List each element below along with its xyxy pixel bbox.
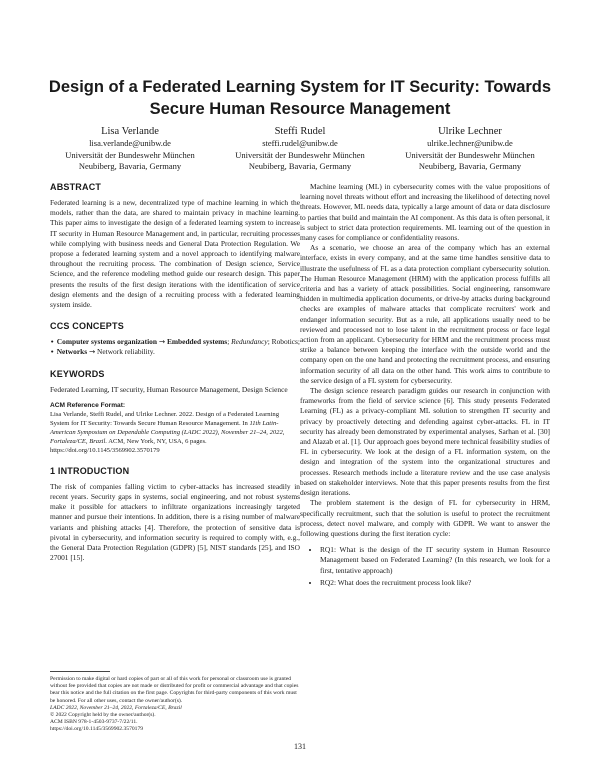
isbn-line: ACM ISBN 978-1-4503-9737-7/22/11. bbox=[50, 719, 138, 726]
research-questions bbox=[300, 545, 550, 588]
author-affiliation: Universität der Bundeswehr München bbox=[65, 149, 195, 160]
paragraph: The problem statement is the design of FL for cybersecurity in HRM, specifically recruitment, such that the solution is useful to protect the recruitment process, detect novel malware, and comply with GDPR. We want to answer the following questions during the first iteration cycle: bbox=[300, 498, 550, 538]
keywords-heading: KEYWORDS bbox=[50, 368, 105, 379]
ccs-item-2-sub: Network reliability. bbox=[97, 347, 155, 357]
author-location: Neubiberg, Bavaria, Germany bbox=[78, 161, 182, 171]
paragraph: The design science research paradigm guides our research in conjunction with frameworks from the field of service science [6]. This study presents Federated Learning (FL) as a privacy-compliant ML solution to strengthen IT security and privacy by proactively detecting and defending against cyber-attacks. FL in IT security has already been demonstrated by experimental analyses, Sarhan et al. [30] and Alazab et al. [1]. Our approach goes beyond mere technical feasibility studies of FL in cybersecurity. We look at the design of a FL information system, on the design and integration of the system into the organizational structures and processes. Research methods include a literature review and the use case analysis based on stakeholder interviews. Note that this paper presents results from the first design iterations. bbox=[300, 386, 550, 498]
abstract-text: Federated learning is a new, decentralized type of machine learning in which the models, rather than the data, are shared to maintain privacy in machine learning. This paper aims to investigate the design of a federated learning system to increase IT security in Human Resource Management and, in particular, recruiting processes while complying with business needs and General Data Protection Regulation. We propose a federated learning system and a novel approach to identifying malware throughout the recruiting process. The combination of Design science, Service Science, and the reference modeling method guide our research design. This paper presents the results of the first design iterations with the identification of service design elements and the design of a recruiting process with a federated learning system inside. bbox=[50, 198, 300, 310]
ccs-item-1: Computer systems organization bbox=[56, 337, 157, 347]
author-name: Steffi Rudel bbox=[274, 126, 326, 137]
left-column bbox=[50, 182, 300, 563]
permission-footnote bbox=[50, 671, 300, 734]
author-name: Ulrike Lechner bbox=[438, 126, 502, 137]
paragraph: As a scenario, we choose an area of the company which has an external interface, exists in every company, and at the same time handles sensitive data to illustrate the usefulness of FL as a data protection compliant cybersecurity solution. The Human Resource Management (HRM) with the application process fulfills all criteria and has a variety of attack possibilities. Social engineering, ransomware hidden in multimedia application documents, or drive-by attacks during background checks are examples of malware attacks that complicate recruiters' work and endanger information security. But as a rule, all applications usually need to be reviewed and processed not to lose talent in the recruitment process or face legal action from an applicant. Cybersecurity for HRM and the recruitment process must strike a balance between keeping the interface with the outside world and the company open on the one hand and protecting the recruitment process, and ensuring information security of all data on the other hand. This work aims to contribute to the service design of a FL system for cybersecurity. bbox=[300, 243, 550, 385]
keywords-text: Federated Learning, IT security, Human Resource Management, Design Science bbox=[50, 384, 288, 394]
author-email: steffi.rudel@unibw.de bbox=[262, 138, 338, 148]
research-question-2: • RQ2: What does the recruitment process look like? bbox=[320, 578, 550, 588]
conference-line: LADC 2022, November 21–24, 2022, Fortaleza/CE, Brazil bbox=[50, 704, 182, 711]
footnote-rule bbox=[50, 671, 110, 672]
introduction-text: The risk of companies falling victim to cyber-attacks has increased steadily in recent years. Security gaps in systems, social engineering, and not robust systems make it possible for attackers to infiltrate organizations increasingly targeted manner and pursue their intentions. In addition, there is a rising number of malware variants and phishing attacks [4]. Therefore, the protection of sensitive data is pivotal in cybersecurity, and information security is required to comply with, e.g., the General Data Protection Regulation (GDPR) [5], NIST standards [25], and ISO 27001 [15]. bbox=[50, 481, 300, 563]
author-email: lisa.verlande@unibw.de bbox=[89, 138, 171, 148]
ccs-item-1-rest: Redundancy bbox=[231, 337, 268, 347]
author-affiliation: Universität der Bundeswehr München bbox=[235, 149, 365, 160]
introduction-heading: 1 INTRODUCTION bbox=[50, 465, 130, 476]
author-affiliation: Universität der Bundeswehr München bbox=[405, 149, 535, 160]
author-3 bbox=[390, 125, 550, 173]
author-1 bbox=[50, 125, 210, 173]
author-location: Neubiberg, Bavaria, Germany bbox=[418, 161, 522, 171]
author-name: Lisa Verlande bbox=[101, 126, 159, 137]
reference-format-text: Lisa Verlande, Steffi Rudel, and Ulrike Lechner. 2022. Design of a Federated Learning System for IT Security: Towards Secure Human Resource Management. In 11th Latin-American Symposium on Dependable Computing (LADC 2022), November 21–24, 2022, Fortaleza/CE, Brazil. ACM, New York, NY, USA, 6 pages. https://doi.org/10.1145/3569902.3570179 bbox=[50, 410, 285, 454]
copyright-line: © 2022 Copyright held by the owner/author(s). bbox=[50, 712, 156, 719]
author-location: Neubiberg, Bavaria, Germany bbox=[248, 161, 352, 171]
doi-link[interactable]: https://doi.org/10.1145/3569902.3570179 bbox=[50, 726, 144, 733]
paper-title: Design of a Federated Learning System for IT Security: Towards Secure Human Resource Management bbox=[48, 78, 552, 118]
abstract-heading: ABSTRACT bbox=[50, 182, 102, 192]
author-block bbox=[50, 125, 550, 173]
ccs-concepts: • Computer systems organization → Embedded systems; Redundancy; Robotics; • Networks → Network reliability. bbox=[50, 337, 300, 357]
ccs-item-2: Networks bbox=[56, 347, 88, 357]
author-2 bbox=[220, 125, 380, 173]
paragraph: Machine learning (ML) in cybersecurity comes with the value propositions of learning novel threats without effort and increasing the likelihood of detecting novel threats. However, ML needs data, typically a large amount of data or data disclosure to parties that build and maintain the AI component. As this data is often personal, it is subject to strict data protection requirements. ML learning out of the question in many cases for compliance or confidentiality reasons. bbox=[300, 182, 550, 243]
research-question-1: • RQ1: What is the design of the IT security system in Human Resource Management based on Federated Learning? (In this research, we look for a first, tentative approach) bbox=[320, 545, 550, 576]
ccs-item-1-sub: Embedded systems bbox=[166, 337, 228, 347]
page-number: 131 bbox=[294, 742, 306, 751]
right-column bbox=[300, 182, 550, 590]
ccs-heading: CCS CONCEPTS bbox=[50, 321, 124, 332]
reference-format-heading: ACM Reference Format: bbox=[50, 401, 126, 409]
permission-text: Permission to make digital or hard copies of part or all of this work for personal or classroom use is granted without fee provided that copies are not made or distributed for profit or commercial advantage and that copies bear this notice and the full citation on the first page. Copyrights for third-party components of this work must be honored. For all other uses, contact the owner/author(s). bbox=[50, 676, 299, 704]
author-email: ulrike.lechner@unibw.de bbox=[427, 138, 513, 148]
